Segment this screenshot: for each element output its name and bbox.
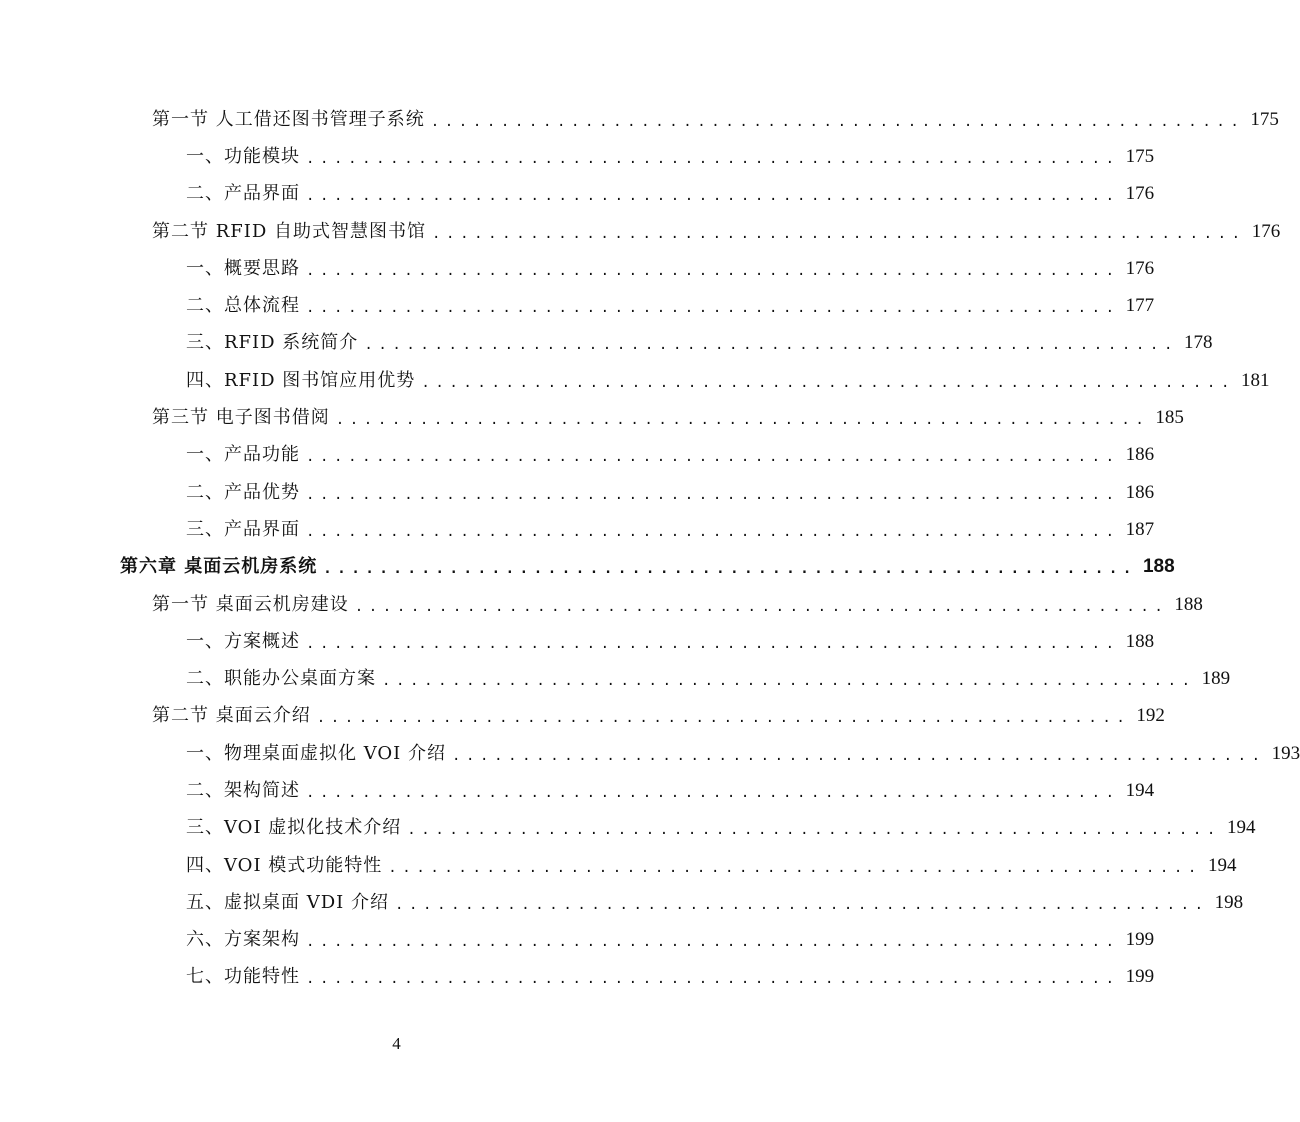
toc-entry[interactable]: [0, 176, 1155, 213]
toc-entry-title: 六、方案架构: [186, 929, 300, 951]
toc-entry[interactable]: [0, 735, 1300, 772]
toc-entry-title: 第一节 桌面云机房建设: [152, 593, 349, 615]
toc-entry-title: 二、架构简述: [186, 779, 300, 801]
toc-entry-page: 199: [1125, 966, 1155, 988]
toc-entry[interactable]: [0, 362, 1270, 399]
toc-entry[interactable]: [0, 810, 1256, 847]
toc-entry-title: 一、方案概述: [186, 630, 300, 652]
toc-leader-dots: ..........................................................: [388, 859, 1202, 876]
toc-leader-dots: ..........................................................: [354, 598, 1169, 615]
toc-entry-title: 一、物理桌面虚拟化 VOI 介绍: [186, 742, 446, 764]
toc-entry-title: 第一节 人工借还图书管理子系统: [152, 108, 425, 130]
toc-entry-title: 三、RFID 系统简介: [186, 332, 359, 354]
toc-leader-dots: ..........................................................: [306, 262, 1120, 279]
toc-entry-page: 186: [1125, 444, 1155, 466]
toc-entry[interactable]: [0, 437, 1155, 474]
toc-entry-page: 198: [1214, 891, 1244, 913]
toc-entry-page: 176: [1125, 257, 1155, 279]
toc-entry-title: 二、产品界面: [186, 183, 300, 205]
toc-entry-title: 三、VOI 虚拟化技术介绍: [186, 817, 402, 839]
toc-entry[interactable]: [0, 213, 1281, 250]
toc-entry-page: 186: [1125, 481, 1155, 503]
toc-entry-title: 四、RFID 图书馆应用优势: [186, 369, 416, 391]
toc-leader-dots: ..........................................................: [306, 300, 1120, 317]
toc-leader-dots: ..........................................................: [306, 188, 1120, 205]
toc-entry-title: 第六章 桌面云机房系统: [120, 556, 318, 578]
page-number: 4: [392, 1034, 401, 1053]
toc-entry-title: 三、产品界面: [186, 518, 300, 540]
table-of-contents: [0, 101, 1300, 996]
toc-entry[interactable]: [0, 922, 1155, 959]
toc-entry-title: 第二节 RFID 自助式智慧图书馆: [152, 220, 427, 242]
toc-entry[interactable]: [0, 325, 1213, 362]
toc-leader-dots: ..........................................................: [306, 971, 1120, 988]
toc-entry-title: 一、功能模块: [186, 145, 300, 167]
toc-entry[interactable]: [0, 138, 1155, 175]
toc-leader-dots: ..........................................................: [306, 635, 1120, 652]
toc-leader-dots: ..........................................................: [432, 225, 1246, 242]
toc-entry[interactable]: [0, 959, 1155, 996]
toc-leader-dots: ..........................................................: [306, 449, 1120, 466]
toc-entry-title: 第三节 电子图书借阅: [152, 407, 330, 429]
toc-entry-page: 175: [1125, 145, 1155, 167]
toc-leader-dots: ..........................................................: [421, 374, 1235, 391]
toc-entry[interactable]: [0, 250, 1155, 287]
toc-entry-title: 二、职能办公桌面方案: [186, 668, 376, 690]
toc-leader-dots: ..........................................................: [394, 896, 1209, 913]
toc-leader-dots: ..........................................................: [323, 561, 1137, 578]
toc-entry-page: 177: [1125, 295, 1155, 317]
toc-entry[interactable]: [0, 847, 1237, 884]
toc-entry-title: 五、虚拟桌面 VDI 介绍: [186, 891, 389, 913]
toc-entry[interactable]: [0, 287, 1155, 324]
toc-chapter-entry[interactable]: [0, 549, 1175, 586]
toc-entry-page: 181: [1240, 369, 1270, 391]
toc-entry-page: 194: [1207, 854, 1237, 876]
toc-entry-page: 185: [1155, 407, 1184, 429]
toc-entry-page: 194: [1226, 817, 1256, 839]
toc-entry[interactable]: [0, 698, 1165, 735]
toc-entry-title: 二、总体流程: [186, 295, 300, 317]
toc-entry[interactable]: [0, 474, 1155, 511]
toc-entry-title: 二、产品优势: [186, 481, 300, 503]
toc-entry-title: 一、产品功能: [186, 444, 300, 466]
toc-leader-dots: ..........................................................: [306, 523, 1120, 540]
toc-leader-dots: ..........................................................: [316, 710, 1131, 727]
toc-entry-title: 第二节 桌面云介绍: [152, 705, 311, 727]
toc-leader-dots: ..........................................................: [382, 673, 1196, 690]
toc-entry-page: 188: [1142, 556, 1175, 578]
toc-entry[interactable]: [0, 511, 1155, 548]
toc-entry[interactable]: [0, 660, 1231, 697]
toc-entry-page: 193: [1271, 742, 1300, 764]
toc-leader-dots: ..........................................................: [364, 337, 1178, 354]
toc-entry-page: 189: [1201, 668, 1231, 690]
toc-entry[interactable]: [0, 101, 1279, 138]
toc-leader-dots: ..........................................................: [430, 113, 1245, 130]
toc-leader-dots: ..........................................................: [306, 150, 1120, 167]
toc-entry-page: 194: [1125, 779, 1155, 801]
toc-entry[interactable]: [0, 884, 1244, 921]
toc-leader-dots: ..........................................................: [452, 747, 1266, 764]
toc-entry[interactable]: [0, 586, 1203, 623]
toc-leader-dots: ..........................................................: [407, 822, 1221, 839]
toc-leader-dots: ..........................................................: [306, 784, 1120, 801]
toc-entry[interactable]: [0, 399, 1184, 436]
toc-entry-page: 176: [1251, 220, 1281, 242]
toc-entry-page: 199: [1125, 929, 1155, 951]
toc-entry-title: 七、功能特性: [186, 966, 300, 988]
toc-entry-title: 一、概要思路: [186, 257, 300, 279]
toc-entry-page: 178: [1183, 332, 1213, 354]
toc-entry-page: 188: [1174, 593, 1203, 615]
toc-entry[interactable]: [0, 772, 1155, 809]
toc-entry-page: 188: [1125, 630, 1155, 652]
toc-leader-dots: ..........................................................: [335, 412, 1150, 429]
toc-leader-dots: ..........................................................: [306, 934, 1120, 951]
toc-entry-page: 187: [1125, 518, 1155, 540]
toc-entry-page: 175: [1250, 108, 1279, 130]
toc-entry[interactable]: [0, 623, 1155, 660]
toc-entry-page: 192: [1136, 705, 1165, 727]
toc-entry-page: 176: [1125, 183, 1155, 205]
toc-entry-title: 四、VOI 模式功能特性: [186, 854, 383, 876]
toc-leader-dots: ..........................................................: [306, 486, 1120, 503]
